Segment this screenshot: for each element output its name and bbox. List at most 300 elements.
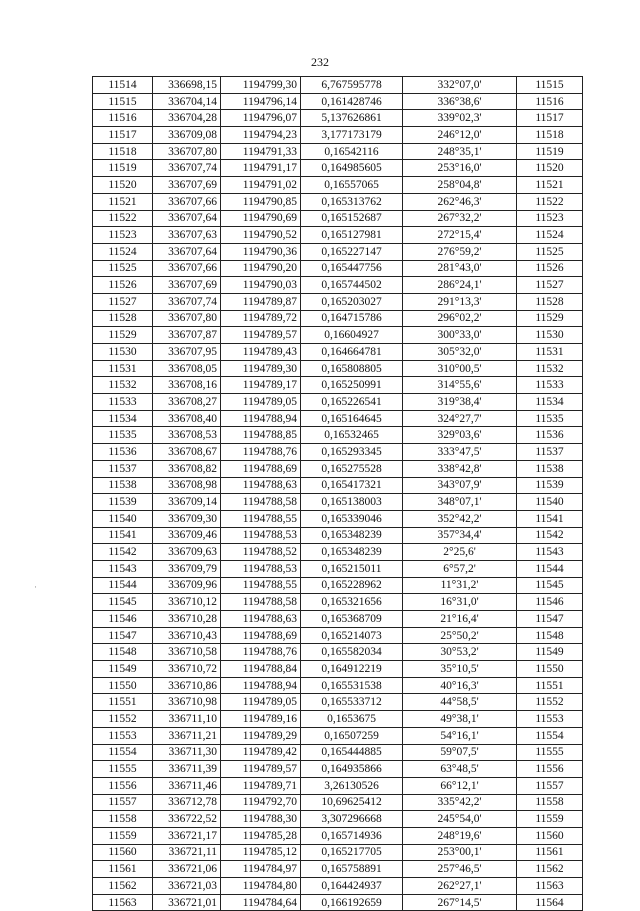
direction-angle-cell: 338°42,8' (403, 460, 517, 477)
point-to-cell: 11524 (517, 227, 583, 244)
distance-cell: 0,165758891 (301, 861, 403, 878)
point-from-cell: 11542 (93, 544, 153, 561)
table-row (93, 510, 583, 527)
coord-y-cell: 1194788,55 (221, 577, 301, 594)
distance-cell: 0,165444885 (301, 744, 403, 761)
point-from-cell: 11540 (93, 510, 153, 527)
distance-cell: 0,165339046 (301, 510, 403, 527)
coord-y-cell: 1194784,97 (221, 861, 301, 878)
point-from-cell: 11523 (93, 227, 153, 244)
coord-y-cell: 1194789,87 (221, 293, 301, 310)
coord-y-cell: 1194791,17 (221, 160, 301, 177)
coord-x-cell: 336708,05 (153, 360, 221, 377)
point-to-cell: 11533 (517, 377, 583, 394)
coord-y-cell: 1194788,58 (221, 594, 301, 611)
coord-x-cell: 336710,98 (153, 694, 221, 711)
direction-angle-cell: 332°07,0' (403, 77, 517, 94)
table-row (93, 210, 583, 227)
point-to-cell: 11550 (517, 661, 583, 678)
table-row (93, 661, 583, 678)
distance-cell: 5,137626861 (301, 110, 403, 127)
point-from-cell: 11518 (93, 143, 153, 160)
point-from-cell: 11548 (93, 644, 153, 661)
coord-x-cell: 336709,79 (153, 560, 221, 577)
point-from-cell: 11561 (93, 861, 153, 878)
coord-y-cell: 1194790,03 (221, 277, 301, 294)
coord-y-cell: 1194790,69 (221, 210, 301, 227)
point-from-cell: 11558 (93, 811, 153, 828)
coord-x-cell: 336721,06 (153, 861, 221, 878)
direction-angle-cell: 296°02,2' (403, 310, 517, 327)
table-row (93, 677, 583, 694)
distance-cell: 3,177173179 (301, 127, 403, 144)
coord-y-cell: 1194794,23 (221, 127, 301, 144)
coord-y-cell: 1194788,85 (221, 427, 301, 444)
coord-x-cell: 336707,66 (153, 193, 221, 210)
coord-y-cell: 1194789,29 (221, 727, 301, 744)
point-to-cell: 11563 (517, 878, 583, 895)
table-row (93, 878, 583, 895)
distance-cell: 0,164935866 (301, 761, 403, 778)
point-from-cell: 11524 (93, 243, 153, 260)
coord-y-cell: 1194788,94 (221, 410, 301, 427)
coord-y-cell: 1194789,43 (221, 344, 301, 361)
direction-angle-cell: 253°00,1' (403, 844, 517, 861)
coord-x-cell: 336709,08 (153, 127, 221, 144)
point-from-cell: 11554 (93, 744, 153, 761)
point-to-cell: 11554 (517, 727, 583, 744)
table-row (93, 894, 583, 911)
direction-angle-cell: 305°32,0' (403, 344, 517, 361)
point-to-cell: 11517 (517, 110, 583, 127)
coord-y-cell: 1194790,20 (221, 260, 301, 277)
direction-angle-cell: 291°13,3' (403, 293, 517, 310)
coord-y-cell: 1194789,72 (221, 310, 301, 327)
coordinates-table (92, 76, 583, 911)
point-from-cell: 11560 (93, 844, 153, 861)
coord-x-cell: 336707,64 (153, 243, 221, 260)
direction-angle-cell: 329°03,6' (403, 427, 517, 444)
direction-angle-cell: 333°47,5' (403, 444, 517, 461)
point-to-cell: 11532 (517, 360, 583, 377)
point-from-cell: 11544 (93, 577, 153, 594)
point-to-cell: 11560 (517, 827, 583, 844)
point-from-cell: 11562 (93, 878, 153, 895)
point-to-cell: 11539 (517, 477, 583, 494)
distance-cell: 0,165321656 (301, 594, 403, 611)
direction-angle-cell: 246°12,0' (403, 127, 517, 144)
coord-x-cell: 336709,96 (153, 577, 221, 594)
distance-cell: 0,165275528 (301, 460, 403, 477)
direction-angle-cell: 248°19,6' (403, 827, 517, 844)
point-to-cell: 11557 (517, 777, 583, 794)
point-to-cell: 11558 (517, 794, 583, 811)
table-row (93, 377, 583, 394)
coord-x-cell: 336721,03 (153, 878, 221, 895)
coord-y-cell: 1194788,76 (221, 644, 301, 661)
coord-y-cell: 1194796,14 (221, 93, 301, 110)
point-to-cell: 11538 (517, 460, 583, 477)
direction-angle-cell: 324°27,7' (403, 410, 517, 427)
direction-angle-cell: 35°10,5' (403, 661, 517, 678)
point-from-cell: 11551 (93, 694, 153, 711)
coord-x-cell: 336710,43 (153, 627, 221, 644)
coord-x-cell: 336708,98 (153, 477, 221, 494)
table-row (93, 77, 583, 94)
distance-cell: 0,165215011 (301, 560, 403, 577)
coord-x-cell: 336707,63 (153, 227, 221, 244)
distance-cell: 0,165714936 (301, 827, 403, 844)
point-to-cell: 11530 (517, 327, 583, 344)
page-number: 232 (311, 55, 329, 69)
coord-x-cell: 336710,28 (153, 611, 221, 628)
direction-angle-cell: 262°27,1' (403, 878, 517, 895)
point-to-cell: 11523 (517, 210, 583, 227)
point-to-cell: 11527 (517, 277, 583, 294)
coord-x-cell: 336708,67 (153, 444, 221, 461)
point-to-cell: 11531 (517, 344, 583, 361)
coord-y-cell: 1194788,55 (221, 510, 301, 527)
point-to-cell: 11536 (517, 427, 583, 444)
coord-x-cell: 336708,27 (153, 394, 221, 411)
table-row (93, 560, 583, 577)
direction-angle-cell: 352°42,2' (403, 510, 517, 527)
coord-x-cell: 336712,78 (153, 794, 221, 811)
point-to-cell: 11551 (517, 677, 583, 694)
table-row (93, 410, 583, 427)
distance-cell: 0,165164645 (301, 410, 403, 427)
direction-angle-cell: 40°16,3' (403, 677, 517, 694)
coord-x-cell: 336710,86 (153, 677, 221, 694)
point-from-cell: 11526 (93, 277, 153, 294)
point-to-cell: 11540 (517, 494, 583, 511)
point-from-cell: 11545 (93, 594, 153, 611)
point-from-cell: 11543 (93, 560, 153, 577)
table-row (93, 544, 583, 561)
point-to-cell: 11518 (517, 127, 583, 144)
distance-cell: 0,164912219 (301, 661, 403, 678)
coord-y-cell: 1194785,28 (221, 827, 301, 844)
point-from-cell: 11525 (93, 260, 153, 277)
point-from-cell: 11514 (93, 77, 153, 94)
direction-angle-cell: 257°46,5' (403, 861, 517, 878)
coord-x-cell: 336709,14 (153, 494, 221, 511)
coord-x-cell: 336707,95 (153, 344, 221, 361)
direction-angle-cell: 25°50,2' (403, 627, 517, 644)
point-from-cell: 11532 (93, 377, 153, 394)
table-row (93, 777, 583, 794)
point-from-cell: 11553 (93, 727, 153, 744)
table-row (93, 761, 583, 778)
coord-x-cell: 336704,28 (153, 110, 221, 127)
direction-angle-cell: 16°31,0' (403, 594, 517, 611)
point-to-cell: 11522 (517, 193, 583, 210)
point-from-cell: 11557 (93, 794, 153, 811)
distance-cell: 0,165203027 (301, 293, 403, 310)
direction-angle-cell: 6°57,2' (403, 560, 517, 577)
distance-cell: 0,165533712 (301, 694, 403, 711)
distance-cell: 0,165214073 (301, 627, 403, 644)
table-row (93, 243, 583, 260)
point-to-cell: 11545 (517, 577, 583, 594)
table-row (93, 344, 583, 361)
point-to-cell: 11525 (517, 243, 583, 260)
point-from-cell: 11531 (93, 360, 153, 377)
distance-cell: 0,165348239 (301, 527, 403, 544)
coord-x-cell: 336721,17 (153, 827, 221, 844)
coord-x-cell: 336709,63 (153, 544, 221, 561)
point-to-cell: 11547 (517, 611, 583, 628)
coord-x-cell: 336707,80 (153, 143, 221, 160)
point-from-cell: 11515 (93, 93, 153, 110)
distance-cell: 0,164664781 (301, 344, 403, 361)
coord-x-cell: 336708,16 (153, 377, 221, 394)
distance-cell: 0,165531538 (301, 677, 403, 694)
point-from-cell: 11539 (93, 494, 153, 511)
direction-angle-cell: 281°43,0' (403, 260, 517, 277)
distance-cell: 0,165127981 (301, 227, 403, 244)
table-row (93, 477, 583, 494)
coord-y-cell: 1194791,02 (221, 177, 301, 194)
point-from-cell: 11538 (93, 477, 153, 494)
direction-angle-cell: 262°46,3' (403, 193, 517, 210)
coord-y-cell: 1194784,80 (221, 878, 301, 895)
direction-angle-cell: 300°33,0' (403, 327, 517, 344)
point-from-cell: 11541 (93, 527, 153, 544)
coord-x-cell: 336698,15 (153, 77, 221, 94)
table-row (93, 844, 583, 861)
distance-cell: 0,165217705 (301, 844, 403, 861)
table-row (93, 260, 583, 277)
distance-cell: 10,69625412 (301, 794, 403, 811)
direction-angle-cell: 339°02,3' (403, 110, 517, 127)
direction-angle-cell: 267°14,5' (403, 894, 517, 911)
coord-x-cell: 336710,72 (153, 661, 221, 678)
point-from-cell: 11555 (93, 761, 153, 778)
distance-cell: 3,26130526 (301, 777, 403, 794)
distance-cell: 0,165227147 (301, 243, 403, 260)
coord-x-cell: 336711,10 (153, 711, 221, 728)
table-row (93, 394, 583, 411)
coord-y-cell: 1194785,12 (221, 844, 301, 861)
distance-cell: 0,165313762 (301, 193, 403, 210)
direction-angle-cell: 30°53,2' (403, 644, 517, 661)
direction-angle-cell: 54°16,1' (403, 727, 517, 744)
distance-cell: 0,165293345 (301, 444, 403, 461)
point-from-cell: 11527 (93, 293, 153, 310)
coord-y-cell: 1194790,36 (221, 243, 301, 260)
table-row (93, 444, 583, 461)
table-row (93, 293, 583, 310)
distance-cell: 0,165582034 (301, 644, 403, 661)
coord-y-cell: 1194799,30 (221, 77, 301, 94)
coord-x-cell: 336707,64 (153, 210, 221, 227)
table-row (93, 727, 583, 744)
point-from-cell: 11520 (93, 177, 153, 194)
point-to-cell: 11549 (517, 644, 583, 661)
point-from-cell: 11556 (93, 777, 153, 794)
direction-angle-cell: 258°04,8' (403, 177, 517, 194)
direction-angle-cell: 21°16,4' (403, 611, 517, 628)
table-row (93, 310, 583, 327)
table-row (93, 711, 583, 728)
coord-x-cell: 336707,69 (153, 277, 221, 294)
point-from-cell: 11534 (93, 410, 153, 427)
direction-angle-cell: 49°38,1' (403, 711, 517, 728)
table-row (93, 327, 583, 344)
coord-y-cell: 1194788,69 (221, 460, 301, 477)
direction-angle-cell: 343°07,9' (403, 477, 517, 494)
coord-y-cell: 1194788,53 (221, 527, 301, 544)
point-to-cell: 11542 (517, 527, 583, 544)
distance-cell: 0,1653675 (301, 711, 403, 728)
distance-cell: 0,16542116 (301, 143, 403, 160)
point-to-cell: 11528 (517, 293, 583, 310)
table-row (93, 227, 583, 244)
direction-angle-cell: 286°24,1' (403, 277, 517, 294)
coord-x-cell: 336708,82 (153, 460, 221, 477)
coord-y-cell: 1194789,05 (221, 694, 301, 711)
direction-angle-cell: 336°38,6' (403, 93, 517, 110)
coord-y-cell: 1194789,30 (221, 360, 301, 377)
coord-y-cell: 1194788,69 (221, 627, 301, 644)
coord-y-cell: 1194790,52 (221, 227, 301, 244)
table-row (93, 160, 583, 177)
point-to-cell: 11519 (517, 143, 583, 160)
coord-y-cell: 1194792,70 (221, 794, 301, 811)
coord-x-cell: 336721,01 (153, 894, 221, 911)
table-row (93, 694, 583, 711)
point-to-cell: 11520 (517, 160, 583, 177)
distance-cell: 0,165417321 (301, 477, 403, 494)
distance-cell: 0,165447756 (301, 260, 403, 277)
point-to-cell: 11555 (517, 744, 583, 761)
coord-y-cell: 1194789,16 (221, 711, 301, 728)
point-from-cell: 11516 (93, 110, 153, 127)
point-from-cell: 11546 (93, 611, 153, 628)
distance-cell: 0,165228962 (301, 577, 403, 594)
direction-angle-cell: 314°55,6' (403, 377, 517, 394)
distance-cell: 0,164985605 (301, 160, 403, 177)
point-to-cell: 11537 (517, 444, 583, 461)
coord-x-cell: 336707,74 (153, 293, 221, 310)
table-row (93, 427, 583, 444)
direction-angle-cell: 11°31,2' (403, 577, 517, 594)
table-row (93, 177, 583, 194)
point-to-cell: 11534 (517, 394, 583, 411)
coord-y-cell: 1194789,57 (221, 327, 301, 344)
distance-cell: 0,164424937 (301, 878, 403, 895)
coord-y-cell: 1194791,33 (221, 143, 301, 160)
coord-y-cell: 1194789,57 (221, 761, 301, 778)
table-row (93, 277, 583, 294)
point-to-cell: 11564 (517, 894, 583, 911)
coord-x-cell: 336709,30 (153, 510, 221, 527)
table-row (93, 611, 583, 628)
point-from-cell: 11517 (93, 127, 153, 144)
direction-angle-cell: 59°07,5' (403, 744, 517, 761)
table-row (93, 794, 583, 811)
coord-y-cell: 1194790,85 (221, 193, 301, 210)
coord-x-cell: 336711,21 (153, 727, 221, 744)
margin-mark: · (34, 582, 37, 592)
coord-y-cell: 1194789,42 (221, 744, 301, 761)
coord-y-cell: 1194788,30 (221, 811, 301, 828)
table-row (93, 744, 583, 761)
direction-angle-cell: 276°59,2' (403, 243, 517, 260)
coord-y-cell: 1194788,84 (221, 661, 301, 678)
direction-angle-cell: 310°00,5' (403, 360, 517, 377)
distance-cell: 0,164715786 (301, 310, 403, 327)
direction-angle-cell: 44°58,5' (403, 694, 517, 711)
distance-cell: 0,165152687 (301, 210, 403, 227)
coord-y-cell: 1194788,94 (221, 677, 301, 694)
coord-x-cell: 336721,11 (153, 844, 221, 861)
point-from-cell: 11547 (93, 627, 153, 644)
coord-y-cell: 1194788,53 (221, 560, 301, 577)
distance-cell: 0,165808805 (301, 360, 403, 377)
coord-x-cell: 336711,30 (153, 744, 221, 761)
distance-cell: 3,307296668 (301, 811, 403, 828)
coord-x-cell: 336708,40 (153, 410, 221, 427)
coord-x-cell: 336710,58 (153, 644, 221, 661)
point-to-cell: 11521 (517, 177, 583, 194)
point-to-cell: 11561 (517, 844, 583, 861)
table-row (93, 460, 583, 477)
point-to-cell: 11541 (517, 510, 583, 527)
table-row (93, 594, 583, 611)
distance-cell: 0,165138003 (301, 494, 403, 511)
coord-y-cell: 1194784,64 (221, 894, 301, 911)
coord-y-cell: 1194789,05 (221, 394, 301, 411)
distance-cell: 0,165744502 (301, 277, 403, 294)
direction-angle-cell: 335°42,2' (403, 794, 517, 811)
point-from-cell: 11536 (93, 444, 153, 461)
direction-angle-cell: 253°16,0' (403, 160, 517, 177)
point-to-cell: 11543 (517, 544, 583, 561)
direction-angle-cell: 248°35,1' (403, 143, 517, 160)
point-from-cell: 11563 (93, 894, 153, 911)
point-from-cell: 11529 (93, 327, 153, 344)
coord-y-cell: 1194789,17 (221, 377, 301, 394)
direction-angle-cell: 63°48,5' (403, 761, 517, 778)
point-to-cell: 11526 (517, 260, 583, 277)
point-to-cell: 11529 (517, 310, 583, 327)
point-to-cell: 11556 (517, 761, 583, 778)
coord-y-cell: 1194788,76 (221, 444, 301, 461)
table-row (93, 811, 583, 828)
table-row (93, 494, 583, 511)
point-to-cell: 11553 (517, 711, 583, 728)
point-from-cell: 11522 (93, 210, 153, 227)
point-from-cell: 11550 (93, 677, 153, 694)
point-to-cell: 11552 (517, 694, 583, 711)
table-row (93, 527, 583, 544)
point-from-cell: 11521 (93, 193, 153, 210)
table-row (93, 627, 583, 644)
point-from-cell: 11537 (93, 460, 153, 477)
coord-x-cell: 336707,66 (153, 260, 221, 277)
table-row (93, 193, 583, 210)
table-row (93, 644, 583, 661)
point-from-cell: 11519 (93, 160, 153, 177)
table-row (93, 93, 583, 110)
coord-x-cell: 336707,69 (153, 177, 221, 194)
direction-angle-cell: 245°54,0' (403, 811, 517, 828)
coord-y-cell: 1194788,52 (221, 544, 301, 561)
coord-x-cell: 336711,39 (153, 761, 221, 778)
coordinates-table-body (93, 77, 583, 911)
